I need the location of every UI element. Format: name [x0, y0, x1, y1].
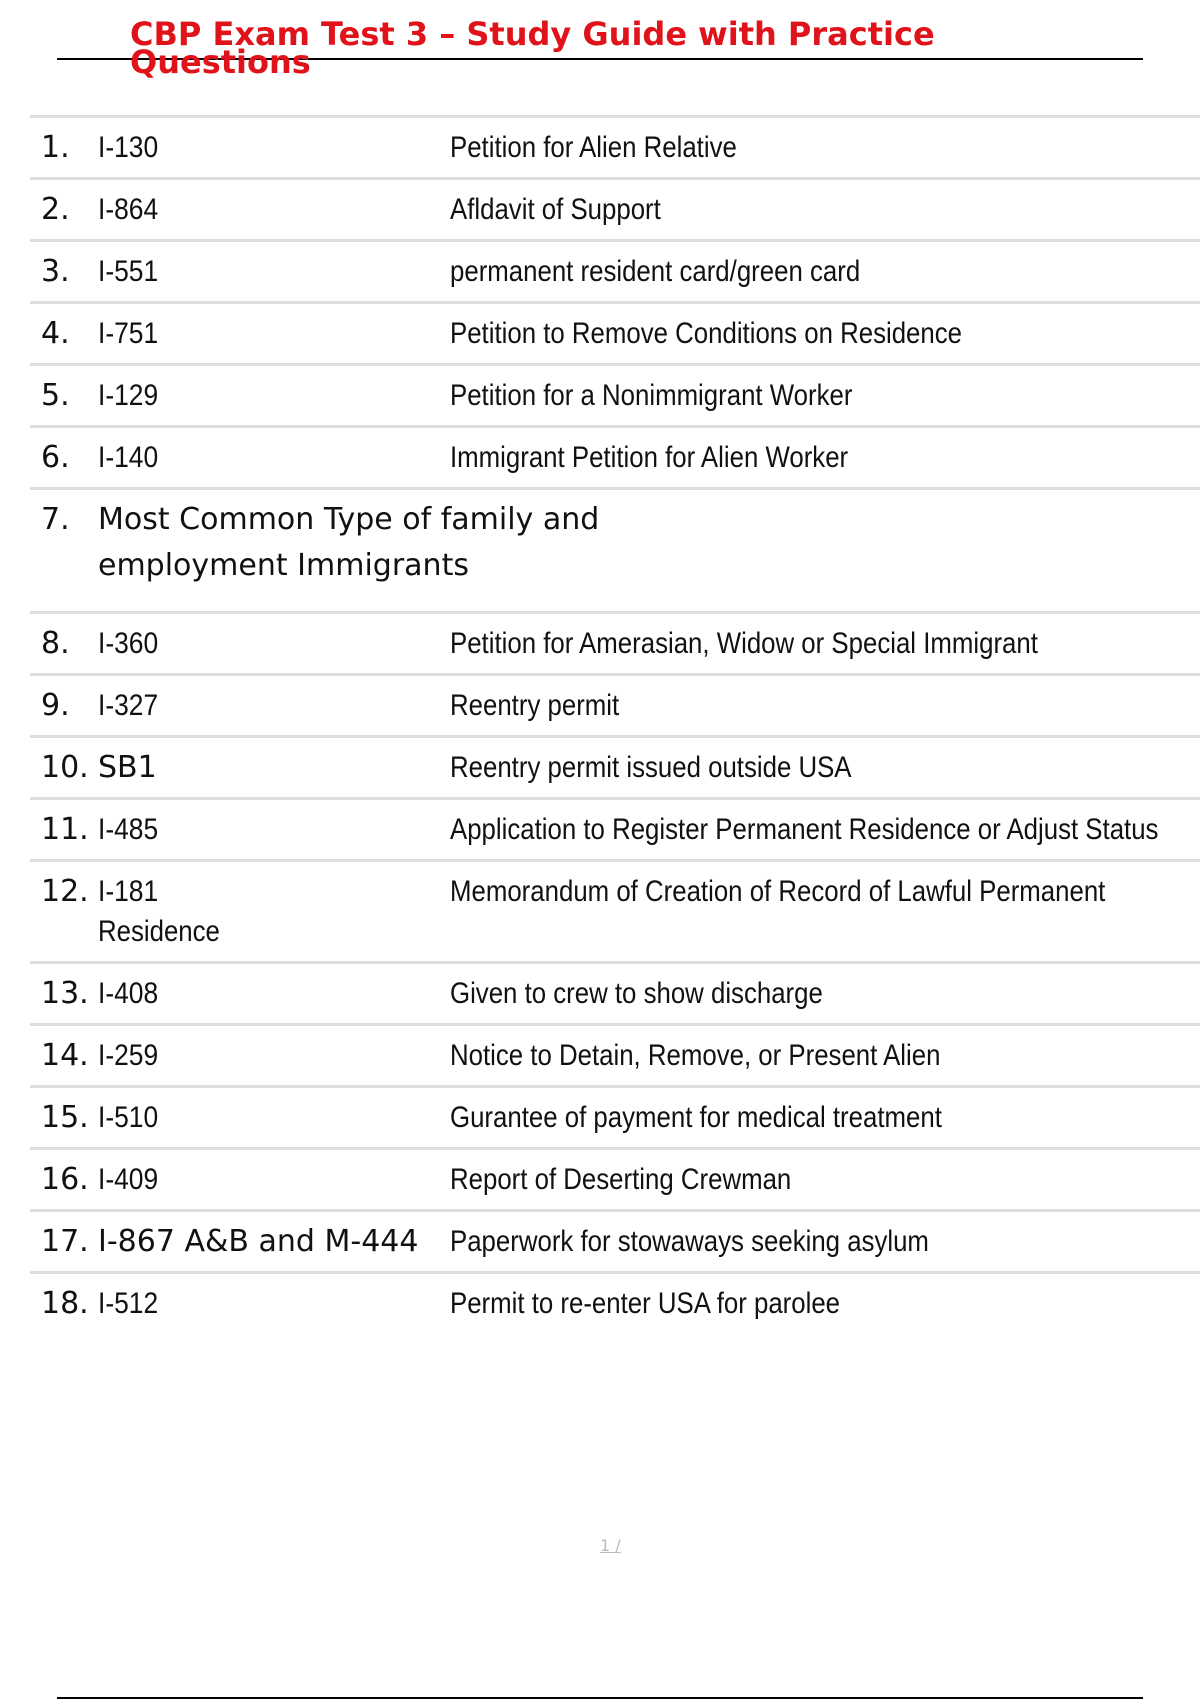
list-item — [30, 859, 1200, 961]
item-definition: Memorandum of Creation of Record of Lawful Permanent — [450, 875, 1106, 908]
question-list — [30, 115, 1200, 1333]
list-item — [30, 1023, 1200, 1085]
item-term: I-485 — [98, 813, 159, 846]
list-item — [30, 177, 1200, 239]
item-number: 12. — [41, 874, 89, 909]
item-definition: Petition for Alien Relative — [450, 131, 737, 164]
item-term: I-510 — [98, 1101, 159, 1134]
list-item — [30, 673, 1200, 735]
item-definition: Immigrant Petition for Alien Worker — [450, 441, 849, 474]
item-number: 17. — [41, 1224, 89, 1259]
item-number: 7. — [41, 502, 70, 537]
item-number: 9. — [41, 688, 70, 723]
item-term: I-181 — [98, 875, 159, 908]
item-definition: Given to crew to show discharge — [450, 977, 823, 1010]
list-item — [30, 611, 1200, 673]
page-title: CBP Exam Test 3 – Study Guide with Practice Questions — [130, 15, 935, 81]
item-number: 14. — [41, 1038, 89, 1073]
item-definition: Permit to re-enter USA for parolee — [450, 1287, 841, 1320]
list-item — [30, 363, 1200, 425]
item-number: 15. — [41, 1100, 89, 1135]
item-definition: Reentry permit issued outside USA — [450, 751, 852, 784]
item-definition: Petition for a Nonimmigrant Worker — [450, 379, 853, 412]
list-item — [30, 239, 1200, 301]
page-number: 1 / — [600, 1536, 621, 1555]
item-definition: Application to Register Permanent Residence or Adjust Status — [450, 813, 1159, 846]
item-term: I-751 — [98, 317, 159, 350]
item-term: I-259 — [98, 1039, 159, 1072]
item-number: 1. — [41, 130, 70, 165]
item-definition: Notice to Detain, Remove, or Present Alien — [450, 1039, 941, 1072]
item-number: 6. — [41, 440, 70, 475]
list-item — [30, 1147, 1200, 1209]
item-definition: permanent resident card/green card — [450, 255, 861, 288]
list-item — [30, 301, 1200, 363]
item-number: 3. — [41, 254, 70, 289]
list-item — [30, 1271, 1200, 1333]
page-header — [57, 15, 1143, 81]
item-number: 16. — [41, 1162, 89, 1197]
list-item — [30, 115, 1200, 177]
item-number: 11. — [41, 812, 89, 847]
item-number: 5. — [41, 378, 70, 413]
footer-rule — [57, 1697, 1143, 1699]
item-term: I-409 — [98, 1163, 159, 1196]
item-term: I-327 — [98, 689, 159, 722]
item-term: I-512 — [98, 1287, 159, 1320]
item-number: 4. — [41, 316, 70, 351]
item-term: I-130 — [98, 131, 159, 164]
item-term: I-129 — [98, 379, 159, 412]
item-definition-wrap: Residence — [98, 915, 220, 948]
item-definition: Petition for Amerasian, Widow or Special Immigrant — [450, 627, 1038, 660]
item-definition: Gurantee of payment for medical treatment — [450, 1101, 942, 1134]
item-definition: Afldavit of Support — [450, 193, 661, 226]
item-number: 8. — [41, 626, 70, 661]
item-definition: Paperwork for stowaways seeking asylum — [450, 1225, 929, 1258]
list-item — [30, 797, 1200, 859]
list-item — [30, 487, 1200, 611]
item-definition: Reentry permit — [450, 689, 620, 722]
item-number: 10. — [41, 750, 89, 785]
list-item — [30, 1085, 1200, 1147]
item-term: I-140 — [98, 441, 159, 474]
list-item — [30, 1209, 1200, 1271]
item-definition: Petition to Remove Conditions on Residence — [450, 317, 962, 350]
item-term: I-360 — [98, 627, 159, 660]
item-number: 13. — [41, 976, 89, 1011]
item-term: I-864 — [98, 193, 159, 226]
item-term: I-551 — [98, 255, 159, 288]
item-term: SB1 — [98, 750, 157, 785]
item-number: 2. — [41, 192, 70, 227]
item-term: I-867 A&B and M-444 — [98, 1224, 419, 1259]
item-term: Most Common Type of family and employment Immigrants — [98, 502, 600, 583]
list-item — [30, 961, 1200, 1023]
list-item — [30, 735, 1200, 797]
item-definition: Report of Deserting Crewman — [450, 1163, 792, 1196]
list-item — [30, 425, 1200, 487]
item-number: 18. — [41, 1286, 89, 1321]
item-term: I-408 — [98, 977, 159, 1010]
